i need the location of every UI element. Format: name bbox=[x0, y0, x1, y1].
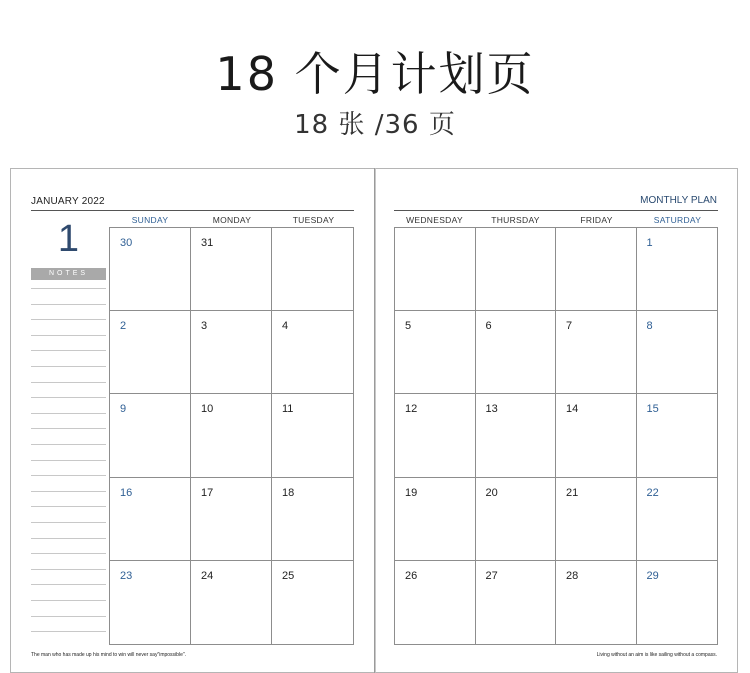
note-line bbox=[31, 382, 106, 383]
day-cell[interactable] bbox=[110, 394, 191, 477]
day-number: 19 bbox=[405, 486, 418, 499]
day-cell[interactable] bbox=[272, 394, 353, 477]
day-number: 26 bbox=[405, 569, 418, 582]
day-number: 23 bbox=[120, 569, 133, 582]
day-number: 6 bbox=[485, 320, 492, 333]
day-cell[interactable] bbox=[476, 478, 557, 561]
day-number: 22 bbox=[646, 486, 659, 499]
day-cell[interactable] bbox=[476, 311, 557, 394]
note-line bbox=[31, 616, 106, 617]
day-number: 14 bbox=[566, 403, 579, 416]
header-rule-right bbox=[394, 210, 718, 211]
day-number: 1 bbox=[646, 237, 653, 249]
day-cell[interactable] bbox=[637, 394, 718, 477]
day-header-wednesday: WEDNESDAY bbox=[406, 215, 463, 225]
day-number: 20 bbox=[485, 486, 498, 499]
header-rule-left bbox=[31, 210, 354, 211]
day-number: 31 bbox=[201, 237, 214, 249]
day-cell[interactable] bbox=[110, 478, 191, 561]
day-cell[interactable] bbox=[191, 228, 272, 311]
day-header-sunday: SUNDAY bbox=[131, 215, 169, 225]
day-number: 8 bbox=[646, 320, 653, 333]
day-cell[interactable] bbox=[476, 228, 557, 311]
day-number: 12 bbox=[405, 403, 418, 416]
day-number: 9 bbox=[120, 403, 127, 416]
note-line bbox=[31, 506, 106, 507]
note-line bbox=[31, 475, 106, 476]
calendar-grid-right bbox=[394, 227, 718, 645]
day-cell[interactable] bbox=[272, 228, 353, 311]
day-number: 25 bbox=[282, 569, 295, 582]
quote-left: The man who has made up his mind to win will never say"impossible". bbox=[31, 652, 187, 658]
day-header-tuesday: TUESDAY bbox=[292, 215, 335, 225]
note-line bbox=[31, 366, 106, 367]
monthly-plan-label: MONTHLY PLAN bbox=[640, 195, 717, 206]
day-cell[interactable] bbox=[556, 478, 637, 561]
note-line bbox=[31, 584, 106, 585]
day-number: 29 bbox=[646, 569, 659, 582]
day-cell[interactable] bbox=[272, 478, 353, 561]
day-cell[interactable] bbox=[191, 478, 272, 561]
day-cell[interactable] bbox=[272, 311, 353, 394]
note-line bbox=[31, 304, 106, 305]
day-header-friday: FRIDAY bbox=[580, 215, 613, 225]
calendar-grid-left bbox=[109, 227, 354, 645]
day-cell[interactable] bbox=[395, 561, 476, 644]
note-line bbox=[31, 553, 106, 554]
day-cell[interactable] bbox=[191, 561, 272, 644]
day-header-saturday: SATURDAY bbox=[653, 215, 702, 225]
note-line bbox=[31, 444, 106, 445]
note-line bbox=[31, 600, 106, 601]
note-line bbox=[31, 319, 106, 320]
day-number: 21 bbox=[566, 486, 579, 499]
day-cell[interactable] bbox=[637, 311, 718, 394]
note-line bbox=[31, 538, 106, 539]
day-number: 28 bbox=[566, 569, 579, 582]
day-number: 13 bbox=[485, 403, 498, 416]
day-number: 4 bbox=[282, 320, 289, 333]
note-line bbox=[31, 397, 106, 398]
notes-label: NOTES bbox=[31, 268, 106, 280]
day-cell[interactable] bbox=[110, 228, 191, 311]
day-number: 16 bbox=[120, 486, 133, 499]
page-title: 18 个月计划页 bbox=[215, 47, 535, 101]
day-cell[interactable] bbox=[110, 311, 191, 394]
day-header-monday: MONDAY bbox=[212, 215, 252, 225]
day-cell[interactable] bbox=[637, 478, 718, 561]
note-line bbox=[31, 288, 106, 289]
day-number: 2 bbox=[120, 320, 127, 333]
day-number: 27 bbox=[485, 569, 498, 582]
quote-right: Living without an aim is like sailing without a compass. bbox=[596, 652, 717, 658]
day-number: 7 bbox=[566, 320, 573, 333]
day-cell[interactable] bbox=[637, 561, 718, 644]
page-subtitle: 18 张 /36 页 bbox=[294, 110, 456, 140]
day-number: 3 bbox=[201, 320, 208, 333]
day-number: 11 bbox=[282, 403, 294, 416]
day-cell[interactable] bbox=[395, 478, 476, 561]
day-cell[interactable] bbox=[637, 228, 718, 311]
note-line bbox=[31, 460, 106, 461]
day-number: 18 bbox=[282, 486, 295, 499]
note-line bbox=[31, 350, 106, 351]
day-cell[interactable] bbox=[556, 561, 637, 644]
note-line bbox=[31, 569, 106, 570]
day-cell[interactable] bbox=[395, 311, 476, 394]
day-cell[interactable] bbox=[395, 394, 476, 477]
note-line bbox=[31, 335, 106, 336]
note-line bbox=[31, 428, 106, 429]
day-cell[interactable] bbox=[395, 228, 476, 311]
month-number: 1 bbox=[57, 218, 80, 260]
day-number: 17 bbox=[201, 486, 214, 499]
day-header-thursday: THURSDAY bbox=[491, 215, 540, 225]
day-cell[interactable] bbox=[556, 311, 637, 394]
note-line bbox=[31, 413, 106, 414]
day-cell[interactable] bbox=[272, 561, 353, 644]
day-cell[interactable] bbox=[556, 394, 637, 477]
note-line bbox=[31, 522, 106, 523]
day-number: 15 bbox=[646, 403, 659, 416]
day-cell[interactable] bbox=[191, 394, 272, 477]
note-line bbox=[31, 631, 106, 632]
day-cell[interactable] bbox=[476, 561, 557, 644]
month-label: JANUARY 2022 bbox=[31, 196, 105, 207]
day-number: 5 bbox=[405, 320, 412, 333]
day-cell[interactable] bbox=[556, 228, 637, 311]
day-cell[interactable] bbox=[476, 394, 557, 477]
page-spine bbox=[374, 168, 375, 673]
day-number: 24 bbox=[201, 569, 214, 582]
day-cell[interactable] bbox=[191, 311, 272, 394]
day-number: 30 bbox=[120, 237, 133, 249]
day-cell[interactable] bbox=[110, 561, 191, 644]
day-number: 10 bbox=[201, 403, 214, 416]
note-line bbox=[31, 491, 106, 492]
